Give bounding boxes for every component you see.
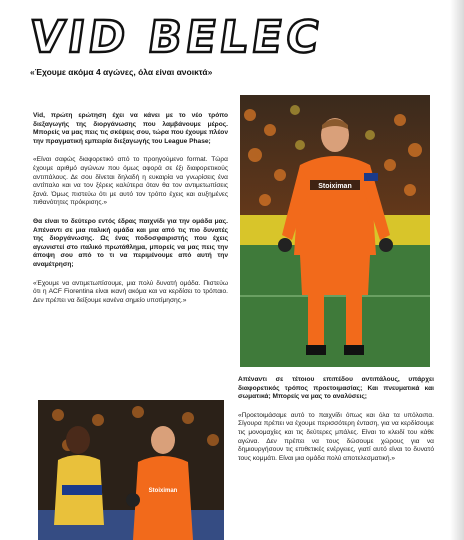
question-3: Απέναντι σε τέτοιου επιπέδου αντιπάλους, υπάρχει διαφορετικός τρόπος προετοιμασίας; Και πνευματικά και σωματικά; Μπορείς να μας το αναλύσεις;: [238, 376, 434, 401]
page-edge-shadow: [450, 0, 464, 540]
article-subtitle: «Έχουμε ακόμα 4 αγώνες, όλα είναι ανοικτά»: [30, 67, 213, 77]
top-jersey-sponsor: Stoiximan: [318, 183, 352, 190]
player-name-title: VID BELEC: [26, 12, 326, 63]
player-photo-top: [240, 95, 430, 367]
left-column: [33, 112, 228, 315]
answer-2: «Έχουμε να αντιμετωπίσουμε, μια πολύ δυνατή ομάδα. Πιστεύω ότι η ACF Fiorentina είναι ικανή ακόμα και να κερδίσει το τρόπαιο. Δεν πρέπει να δείξουμε κανένα σημείο υποτίμησης.»: [33, 279, 228, 304]
answer-3: «Προετοιμάσαμε αυτό το παιχνίδι όπως και όλα τα υπόλοιπα. Σίγουρα πρέπει να έχουμε περισσότερη ένταση, για να κερδίσουμε τις μονομαχίες και τις δεύτερες μπάλες. Είναι το κλειδί του κάθε αγώνα. Δεν πρέπει να τους δώσουμε χώρους για να δημιουργήσουν τις επιθετικές ενέργειες, γιατί αυτό είναι το δυνατό τους κομμάτι. Είναι μια ομάδα πολύ αποτελεσματική.»: [238, 411, 434, 462]
question-2: Θα είναι το δεύτερο εντός έδρας παιχνίδι για την ομάδα μας. Απέναντι σε μια ιταλική ομάδα και μια από τις πιο δυνατές της διοργάνωσης. Ως ένας ποδοσφαιριστής που έχεις αγωνιστεί στο ιταλικό πρωτάθλημα, μπορείς να μας πεις την άποψη σου από το τι να περιμένουμε από αυτή την αναμέτρηση;: [33, 217, 228, 268]
player-photo-bottom: [38, 400, 224, 540]
bottom-jersey-sponsor: Stoiximan: [148, 488, 178, 494]
answer-1: «Είναι σαφώς διαφορετικό από το προηγούμενο format. Τώρα έχουμε αριθμό αγώνων που όμως αφορά σε έξι διαφορετικούς αντιπάλους. Δε σου δίνεται δηλαδή η ευκαιρία να γνωρίσεις ένα αντίπαλο και να τον ξέρεις καλύτερα όταν θα τον αντιμετωπίσεις ξανά. Όμως πιστεύω ότι με αυτό τον τρόπο έχεις και αυξημένες πιθανότητες πρόκρισης.»: [33, 156, 228, 207]
question-1: Vid, πρώτη ερώτηση έχει να κάνει με το νέο τρόπο διεξαγωγής της διοργάνωσης που λαμβάνουμε μέρος. Μπορείς να μας πεις τις σκέψεις σου, τώρα που έχουμε πλέον την πραγματική εμπειρία διεξαγωγής του League Phase;: [33, 112, 228, 145]
right-column: [238, 376, 434, 473]
